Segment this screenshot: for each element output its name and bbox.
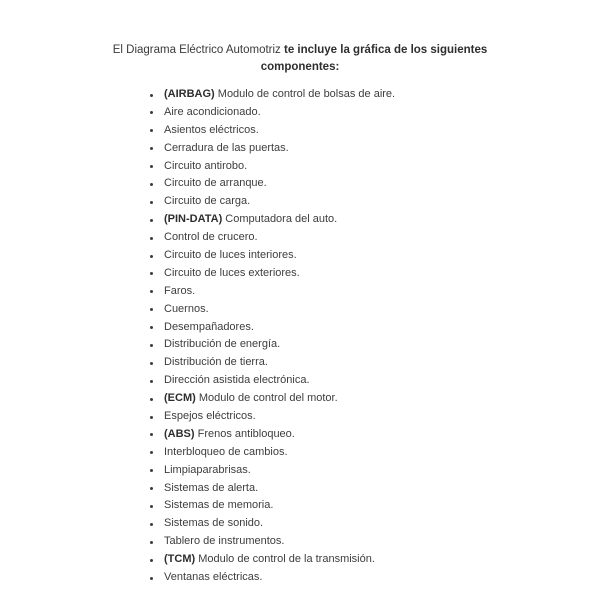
- component-label: Frenos antibloqueo.: [194, 427, 295, 440]
- component-list: [148, 86, 395, 587]
- bullet-icon: [150, 541, 153, 544]
- list-item: [148, 354, 395, 372]
- component-label: Circuito de arranque.: [164, 177, 267, 190]
- component-label: Distribución de tierra.: [164, 356, 268, 369]
- bullet-icon: [150, 398, 153, 401]
- bullet-icon: [150, 94, 153, 97]
- bullet-icon: [150, 255, 153, 258]
- list-item: [148, 569, 395, 587]
- list-item: [148, 229, 395, 247]
- component-label: Sistemas de sonido.: [164, 517, 264, 530]
- list-item: [148, 175, 395, 193]
- list-item: [148, 444, 395, 462]
- bullet-icon: [150, 219, 153, 222]
- component-label: Interbloqueo de cambios.: [164, 445, 288, 458]
- component-label: Sistemas de memoria.: [164, 499, 274, 512]
- component-label: Espejos eléctricos.: [164, 410, 256, 423]
- component-label: Circuito de luces exteriores.: [164, 266, 300, 279]
- intro-paragraph: [100, 42, 500, 76]
- list-item: [148, 372, 395, 390]
- bullet-icon: [150, 147, 153, 150]
- bullet-icon: [150, 272, 153, 275]
- bullet-icon: [150, 487, 153, 490]
- component-label: Circuito antirobo.: [164, 159, 248, 172]
- bullet-icon: [150, 451, 153, 454]
- component-code: (ABS): [164, 427, 195, 440]
- list-item: [148, 301, 395, 319]
- list-item: [148, 247, 395, 265]
- list-item: [148, 122, 395, 140]
- component-code: (TCM): [164, 553, 196, 566]
- bullet-icon: [150, 505, 153, 508]
- component-label: Cerradura de las puertas.: [164, 141, 289, 154]
- component-label: Asientos eléctricos.: [164, 123, 259, 136]
- component-label: Ventanas eléctricas.: [164, 571, 263, 584]
- bullet-icon: [150, 362, 153, 365]
- component-label: Computadora del auto.: [222, 213, 338, 226]
- component-label: Limpiaparabrisas.: [164, 463, 251, 476]
- intro-bold-text: te incluye la gráfica de los siguientes componentes:: [260, 44, 488, 73]
- component-label: Dirección asistida electrónica.: [164, 374, 310, 387]
- component-label: Control de crucero.: [164, 231, 258, 244]
- component-label: Modulo de control del motor.: [195, 392, 338, 405]
- list-item: [148, 551, 395, 569]
- intro-text: El Diagrama Eléctrico Automotriz: [112, 44, 285, 56]
- component-label: Distribución de energía.: [164, 338, 281, 351]
- bullet-icon: [150, 577, 153, 580]
- component-label: Modulo de control de bolsas de aire.: [214, 88, 396, 100]
- component-code: (AIRBAG): [164, 88, 215, 100]
- bullet-icon: [150, 237, 153, 240]
- component-label: Tablero de instrumentos.: [164, 535, 285, 548]
- component-label: Cuernos.: [164, 302, 209, 315]
- bullet-icon: [150, 326, 153, 329]
- bullet-icon: [150, 308, 153, 311]
- component-code: (PIN-DATA): [164, 213, 223, 226]
- component-label: Desempañadores.: [164, 320, 254, 333]
- bullet-icon: [150, 380, 153, 383]
- list-item: [148, 515, 395, 533]
- bullet-icon: [150, 201, 153, 204]
- list-item: [148, 426, 395, 444]
- list-item: [148, 462, 395, 480]
- list-item: [148, 533, 395, 551]
- component-label: Modulo de control de la transmisión.: [195, 553, 375, 566]
- bullet-icon: [150, 290, 153, 293]
- component-code: (ECM): [164, 392, 196, 405]
- component-label: Circuito de luces interiores.: [164, 249, 297, 262]
- bullet-icon: [150, 165, 153, 168]
- component-label: Aire acondicionado.: [164, 105, 261, 118]
- list-item: [148, 408, 395, 426]
- list-item: [148, 265, 395, 283]
- bullet-icon: [150, 416, 153, 419]
- bullet-icon: [150, 344, 153, 347]
- bullet-icon: [150, 559, 153, 562]
- component-label: Sistemas de alerta.: [164, 481, 259, 494]
- list-item: [148, 390, 395, 408]
- list-item: [148, 211, 395, 229]
- list-item: [148, 336, 395, 354]
- list-item: [148, 140, 395, 158]
- component-label: Faros.: [164, 284, 196, 297]
- list-item: [148, 86, 395, 104]
- list-item: [148, 158, 395, 176]
- list-item: [148, 480, 395, 498]
- bullet-icon: [150, 183, 153, 186]
- list-item: [148, 319, 395, 337]
- component-label: Circuito de carga.: [164, 195, 251, 208]
- bullet-icon: [150, 111, 153, 114]
- bullet-icon: [150, 523, 153, 526]
- list-item: [148, 193, 395, 211]
- bullet-icon: [150, 129, 153, 132]
- list-item: [148, 104, 395, 122]
- bullet-icon: [150, 469, 153, 472]
- list-item: [148, 283, 395, 301]
- list-item: [148, 497, 395, 515]
- bullet-icon: [150, 433, 153, 436]
